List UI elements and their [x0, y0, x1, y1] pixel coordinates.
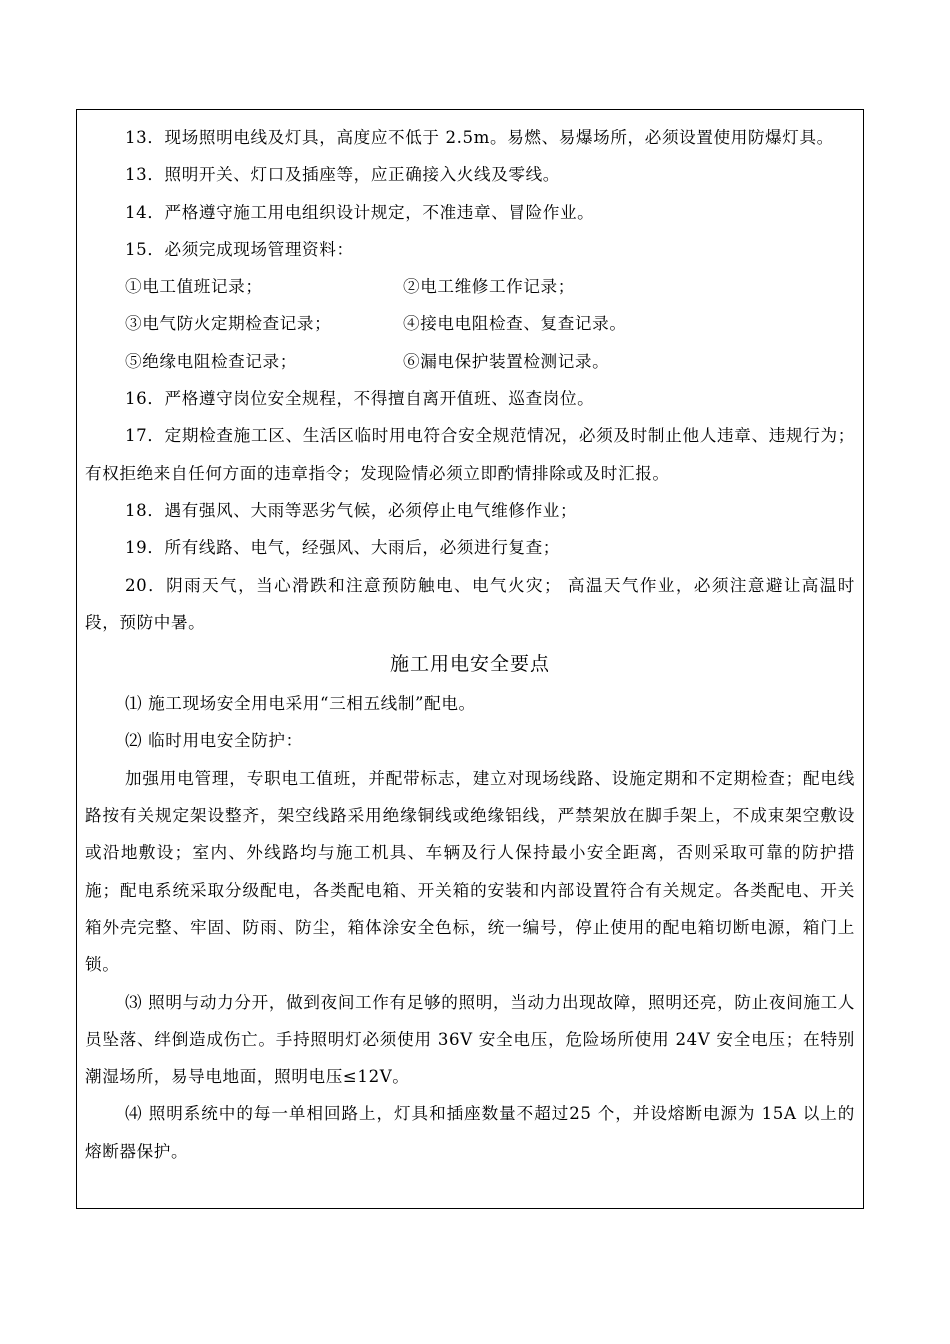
item-15: 15．必须完成现场管理资料：: [125, 239, 354, 259]
item-13-switch-wiring: 13．照明开关、灯口及插座等，应正确接入火线及零线。: [125, 165, 560, 185]
record-4: ④接电电阻检查、复查记录。: [403, 314, 627, 334]
item-13-lighting-height: 13．现场照明电线及灯具，高度应不低于 2.5m。易燃、易爆场所，必须设置使用防爆灯具。: [125, 128, 834, 147]
item-17: 17．定期检查施工区、生活区临时用电符合安全规范情况，必须及时制止他人违章、违规行为；有权拒绝来自任何方面的违章指令；发现险情必须立即酌情排除或及时汇报。: [85, 426, 855, 483]
section-point-1: ⑴ 施工现场安全用电采用“三相五线制”配电。: [125, 694, 476, 714]
records-row-3: [85, 343, 855, 380]
records-row-1: [85, 268, 855, 305]
records-row-2: [85, 305, 855, 342]
record-1: ①电工值班记录；: [125, 277, 263, 297]
record-2: ②电工维修工作记录；: [403, 277, 575, 297]
section-title: 施工用电安全要点: [389, 653, 550, 676]
item-19: 19．所有线路、电气，经强风、大雨后，必须进行复查；: [125, 538, 560, 558]
section-point-3: ⑶ 照明与动力分开，做到夜间工作有足够的照明，当动力出现故障，照明还亮，防止夜间施工人员坠落、绊倒造成伤亡。手持照明灯必须使用 36V 安全电压，危险场所使用 24V 安全电压；在特别潮湿场所，易导电地面，照明电压≤12V。: [85, 992, 855, 1087]
section-point-2: ⑵ 临时用电安全防护：: [125, 731, 303, 751]
item-18: 18．遇有强风、大雨等恶劣气候，必须停止电气维修作业；: [125, 500, 578, 520]
record-6: ⑥漏电保护装置检测记录。: [403, 351, 610, 371]
item-16: 16．严格遵守岗位安全规程，不得擅自离开值班、巡查岗位。: [125, 389, 595, 409]
section-point-4: ⑷ 照明系统中的每一单相回路上，灯具和插座数量不超过25 个，并设熔断电源为 15A 以上的熔断器保护。: [85, 1104, 855, 1161]
record-5: ⑤绝缘电阻检查记录；: [125, 351, 297, 371]
section-point-2-body: 加强用电管理，专职电工值班，并配带标志，建立对现场线路、设施定期和不定期检查；配电线路按有关规定架设整齐，架空线路采用绝缘铜线或绝缘铝线，严禁架放在脚手架上，不成束架空敷设或沿地敷设；室内、外线路均与施工机具、车辆及行人保持最小安全距离，否则采取可靠的防护措施；配电系统采取分级配电，各类配电箱、开关箱的安装和内部设置符合有关规定。各类配电、开关箱外壳完整、牢固、防雨、防尘，箱体涂安全色标，统一编号，停止使用的配电箱切断电源，箱门上锁。: [85, 768, 855, 975]
record-3: ③电气防火定期检查记录；: [125, 314, 332, 334]
item-14: 14．严格遵守施工用电组织设计规定，不准违章、冒险作业。: [125, 202, 595, 222]
document-content: [85, 119, 855, 1170]
item-20: 20．阴雨天气，当心滑跌和注意预防触电、电气火灾； 高温天气作业，必须注意避让高温时段，预防中暑。: [85, 575, 855, 632]
document-frame: [76, 109, 864, 1209]
